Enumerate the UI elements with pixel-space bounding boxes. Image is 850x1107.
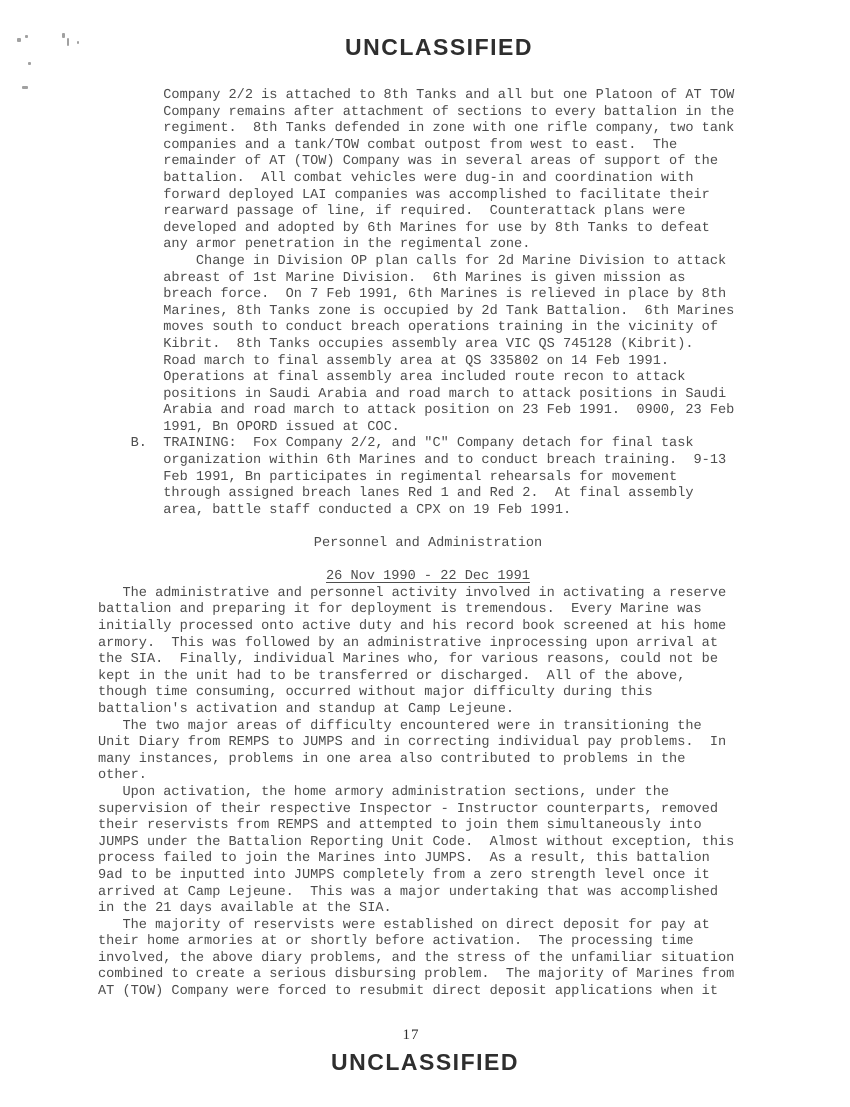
- text-line: armory. This was followed by an administrative inprocessing upon arrival at: [98, 635, 718, 651]
- text-line: many instances, problems in one area also contributed to problems in the: [98, 751, 686, 767]
- text-line: Unit Diary from REMPS to JUMPS and in correcting individual pay problems. In: [98, 735, 727, 751]
- text-line: in the 21 days available at the SIA.: [98, 901, 392, 917]
- text-line: Kibrit. 8th Tanks occupies assembly area VIC QS 745128 (Kibrit).: [98, 336, 694, 352]
- text-line: Arabia and road march to attack position on 23 Feb 1991. 0900, 23 Feb: [98, 403, 735, 419]
- document-text: [98, 88, 758, 1001]
- text-line: any armor penetration in the regimental zone.: [98, 237, 531, 253]
- text-line: though time consuming, occurred without major difficulty during this: [98, 685, 653, 701]
- text-line: remainder of AT (TOW) Company was in several areas of support of the: [98, 154, 718, 170]
- text-line: battalion. All combat vehicles were dug-in and coordination with: [98, 170, 694, 186]
- scan-artifact: [22, 86, 28, 89]
- text-line: Company remains after attachment of sections to every battalion in the: [98, 104, 735, 120]
- text-line: AT (TOW) Company were forced to resubmit direct deposit applications when it: [98, 984, 718, 1000]
- text-line: breach force. On 7 Feb 1991, 6th Marines is relieved in place by 8th: [98, 287, 727, 303]
- page-number: 17: [402, 1027, 420, 1043]
- text-line: The administrative and personnel activity involved in activating a reserve: [98, 585, 727, 601]
- text-line: moves south to conduct breach operations training in the vicinity of: [98, 320, 718, 336]
- text-line: battalion's activation and standup at Camp Lejeune.: [98, 701, 515, 717]
- text-line: area, battle staff conducted a CPX on 19 Feb 1991.: [98, 502, 572, 518]
- text-line: 1991, Bn OPORD issued at COC.: [98, 419, 400, 435]
- text-line: supervision of their respective Inspector - Instructor counterparts, removed: [98, 801, 718, 817]
- text-line: forward deployed LAI companies was accomplished to facilitate their: [98, 187, 710, 203]
- text-line: companies and a tank/TOW combat outpost from west to east. The: [98, 137, 678, 153]
- text-line: process failed to join the Marines into JUMPS. As a result, this battalion: [98, 851, 710, 867]
- text-line: Personnel and Administration: [313, 536, 543, 552]
- text-line: Marines, 8th Tanks zone is occupied by 2d Tank Battalion. 6th Marines: [98, 303, 735, 319]
- text-line: involved, the above diary problems, and the stress of the unfamiliar situation: [98, 950, 735, 966]
- text-line: other.: [98, 768, 147, 784]
- text-line: rearward passage of line, if required. Counterattack plans were: [98, 204, 686, 220]
- bottom-classification-banner: UNCLASSIFIED: [331, 1049, 519, 1075]
- text-line: initially processed onto active duty and his record book screened at his home: [98, 619, 727, 634]
- text-line: their home armories at or shortly before activation. The processing time: [98, 934, 694, 950]
- text-line: regiment. 8th Tanks defended in zone with one rifle company, two tank: [98, 121, 735, 137]
- text-line: their reservists from REMPS and attempted to join them simultaneously into: [98, 818, 702, 834]
- text-line: battalion and preparing it for deployment is tremendous. Every Marine was: [98, 602, 702, 618]
- text-line: abreast of 1st Marine Division. 6th Marines is given mission as: [98, 270, 686, 286]
- text-line: arrived at Camp Lejeune. This was a major undertaking that was accomplished: [98, 884, 718, 900]
- text-line: B. TRAINING: Fox Company 2/2, and "C" Company detach for final task: [98, 436, 694, 452]
- text-line: kept in the unit had to be transferred or discharged. All of the above,: [98, 668, 686, 684]
- text-line: JUMPS under the Battalion Reporting Unit Code. Almost without exception, this: [98, 834, 735, 850]
- text-line: Change in Division OP plan calls for 2d Marine Division to attack: [98, 253, 727, 269]
- scan-artifact: [28, 62, 31, 65]
- text-line: The majority of reservists were established on direct deposit for pay at: [98, 917, 710, 933]
- text-line: through assigned breach lanes Red 1 and Red 2. At final assembly: [98, 486, 694, 502]
- text-line: 9ad to be inputted into JUMPS completely from a zero strength level once it: [98, 867, 710, 883]
- top-classification-banner: UNCLASSIFIED: [345, 34, 533, 60]
- text-line: Upon activation, the home armory administration sections, under the: [98, 784, 670, 800]
- text-line: [98, 553, 758, 570]
- text-line: Feb 1991, Bn participates in regimental rehearsals for movement: [98, 469, 678, 485]
- text-line: positions in Saudi Arabia and road march to attack positions in Saudi: [98, 386, 727, 402]
- text-line: Company 2/2 is attached to 8th Tanks and all but one Platoon of AT TOW: [98, 88, 735, 103]
- text-line: combined to create a serious disbursing problem. The majority of Marines from: [98, 967, 735, 983]
- text-line: developed and adopted by 6th Marines for use by 8th Tanks to defeat: [98, 220, 710, 236]
- text-line: The two major areas of difficulty encountered were in transitioning the: [98, 718, 702, 734]
- text-line: 26 Nov 1990 - 22 Dec 1991: [326, 569, 530, 585]
- text-line: [98, 519, 758, 536]
- text-line: Operations at final assembly area included route recon to attack: [98, 370, 686, 386]
- text-line: organization within 6th Marines and to conduct breach training. 9-13: [98, 453, 727, 469]
- text-line: the SIA. Finally, individual Marines who, for various reasons, could not be: [98, 652, 718, 668]
- text-line: Road march to final assembly area at QS 335802 on 14 Feb 1991.: [98, 353, 670, 369]
